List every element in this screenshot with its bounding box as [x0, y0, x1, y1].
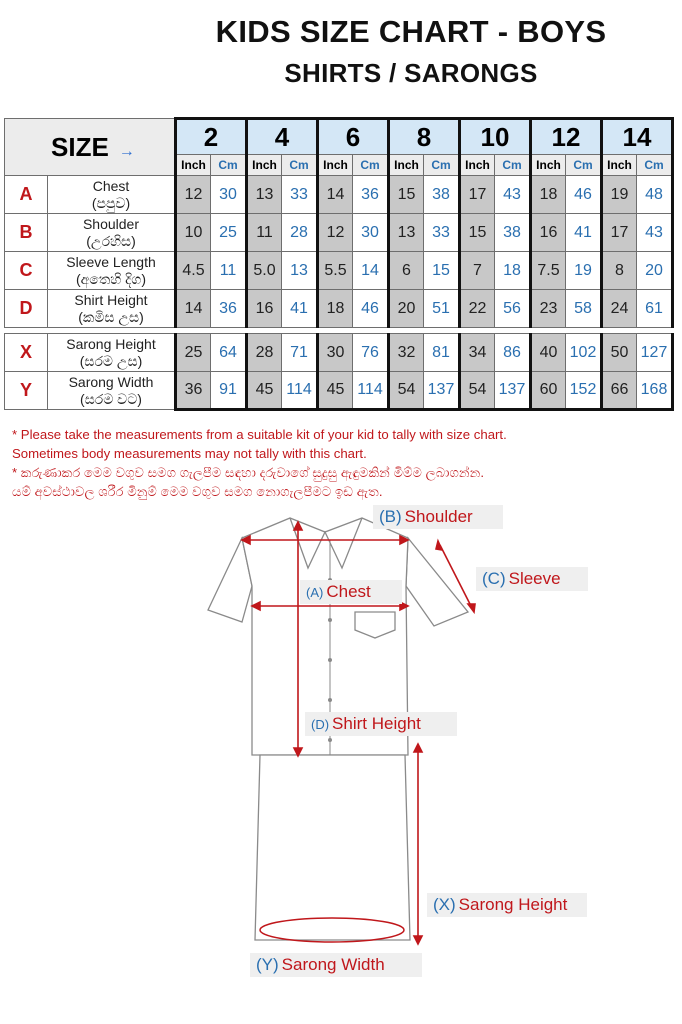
value-inch: 4.5 — [176, 252, 211, 290]
value-cm: 152 — [566, 372, 602, 410]
value-inch: 24 — [602, 290, 637, 328]
value-cm: 56 — [495, 290, 531, 328]
value-inch: 5.0 — [247, 252, 282, 290]
unit-inch: Inch — [531, 155, 566, 176]
value-cm: 38 — [424, 176, 460, 214]
value-inch: 60 — [531, 372, 566, 410]
value-inch: 6 — [389, 252, 424, 290]
page-subtitle: SHIRTS / SARONGS — [284, 58, 538, 88]
measurement-letter: Y — [5, 372, 48, 410]
value-cm: 28 — [282, 214, 318, 252]
value-cm: 137 — [424, 372, 460, 410]
value-inch: 19 — [602, 176, 637, 214]
label-sarong-width: (Y) Sarong Width — [250, 953, 422, 977]
measurement-name-si: (සරම වට) — [80, 390, 142, 407]
value-cm: 46 — [353, 290, 389, 328]
value-cm: 81 — [424, 334, 460, 372]
size-label: SIZE — [51, 131, 109, 162]
measurement-name-si: (කමිස උස) — [78, 308, 144, 325]
value-cm: 33 — [282, 176, 318, 214]
unit-cm: Cm — [424, 155, 460, 176]
value-cm: 168 — [637, 372, 673, 410]
measurement-name-en: Sarong Width — [68, 373, 154, 390]
size-corner-cell — [5, 119, 176, 176]
value-inch: 12 — [318, 214, 353, 252]
measurement-name-en: Shoulder — [82, 215, 140, 232]
measurement-name — [48, 252, 176, 290]
value-cm: 36 — [353, 176, 389, 214]
value-cm: 64 — [211, 334, 247, 372]
measurement-row — [5, 252, 673, 290]
label-sleeve: (C) Sleeve — [476, 567, 588, 591]
value-inch: 10 — [176, 214, 211, 252]
value-cm: 43 — [637, 214, 673, 252]
label-sarong-height: (X) Sarong Height — [427, 893, 587, 917]
note-line-2: Sometimes body measurements may not tally with this chart. — [12, 446, 367, 461]
unit-inch: Inch — [247, 155, 282, 176]
value-cm: 76 — [353, 334, 389, 372]
value-cm: 15 — [424, 252, 460, 290]
value-cm: 36 — [211, 290, 247, 328]
measurement-letter: C — [5, 252, 48, 290]
value-cm: 13 — [282, 252, 318, 290]
value-cm: 11 — [211, 252, 247, 290]
value-inch: 18 — [531, 176, 566, 214]
unit-cm: Cm — [282, 155, 318, 176]
value-inch: 14 — [318, 176, 353, 214]
value-cm: 41 — [566, 214, 602, 252]
measurement-row — [5, 334, 673, 372]
measurement-row — [5, 372, 673, 410]
unit-cm: Cm — [211, 155, 247, 176]
value-cm: 127 — [637, 334, 673, 372]
sarong-body — [255, 755, 410, 940]
value-inch: 50 — [602, 334, 637, 372]
size-header-6: 6 — [318, 119, 389, 155]
value-inch: 16 — [247, 290, 282, 328]
value-cm: 91 — [211, 372, 247, 410]
value-inch: 8 — [602, 252, 637, 290]
value-inch: 66 — [602, 372, 637, 410]
value-inch: 32 — [389, 334, 424, 372]
measurement-name — [48, 214, 176, 252]
measurement-name-si: (උරහිස) — [86, 232, 136, 249]
value-inch: 5.5 — [318, 252, 353, 290]
value-inch: 25 — [176, 334, 211, 372]
size-header-14: 14 — [602, 119, 673, 155]
value-cm: 30 — [353, 214, 389, 252]
unit-cm: Cm — [637, 155, 673, 176]
value-inch: 14 — [176, 290, 211, 328]
value-inch: 45 — [318, 372, 353, 410]
value-cm: 19 — [566, 252, 602, 290]
value-inch: 20 — [389, 290, 424, 328]
measurement-letter: B — [5, 214, 48, 252]
measurement-name — [48, 372, 176, 410]
measurement-letter: X — [5, 334, 48, 372]
value-cm: 114 — [353, 372, 389, 410]
value-cm: 58 — [566, 290, 602, 328]
measurement-name — [48, 176, 176, 214]
value-cm: 114 — [282, 372, 318, 410]
page-title: KIDS SIZE CHART - BOYS — [215, 14, 607, 49]
note-line-4: යම් අවස්ථාවල ශරීර මිනුම් මෙම වගුව සමග නොගැලපීමට ඉඩ ඇත. — [12, 484, 383, 499]
size-header-8: 8 — [389, 119, 460, 155]
unit-cm: Cm — [566, 155, 602, 176]
unit-inch: Inch — [602, 155, 637, 176]
value-inch: 17 — [460, 176, 495, 214]
value-cm: 20 — [637, 252, 673, 290]
value-cm: 38 — [495, 214, 531, 252]
value-inch: 11 — [247, 214, 282, 252]
value-cm: 43 — [495, 176, 531, 214]
value-cm: 41 — [282, 290, 318, 328]
value-inch: 45 — [247, 372, 282, 410]
value-inch: 40 — [531, 334, 566, 372]
label-shoulder: (B) Shoulder — [373, 505, 503, 529]
measurement-row — [5, 290, 673, 328]
size-chart-table — [4, 117, 674, 411]
value-cm: 137 — [495, 372, 531, 410]
value-cm: 86 — [495, 334, 531, 372]
value-inch: 15 — [460, 214, 495, 252]
size-header-4: 4 — [247, 119, 318, 155]
value-cm: 102 — [566, 334, 602, 372]
unit-inch: Inch — [318, 155, 353, 176]
value-cm: 33 — [424, 214, 460, 252]
measurement-name — [48, 334, 176, 372]
note-line-3: * කරුණාකර මෙම වගුව සමග ගැලපීම සඳහා දරුවාගේ සුදුසු ඇඳුමකින් මිම්ම ලබාගන්න. — [12, 465, 485, 480]
measurement-letter: A — [5, 176, 48, 214]
measurement-name-en: Chest — [92, 177, 130, 194]
value-inch: 18 — [318, 290, 353, 328]
value-inch: 17 — [602, 214, 637, 252]
value-cm: 71 — [282, 334, 318, 372]
value-inch: 13 — [247, 176, 282, 214]
measurement-name-si: (සරම උස) — [79, 352, 143, 369]
measurement-name-en: Sarong Height — [66, 335, 156, 352]
value-cm: 25 — [211, 214, 247, 252]
measurement-name-si: (පපුව) — [91, 194, 131, 211]
value-inch: 54 — [460, 372, 495, 410]
value-cm: 18 — [495, 252, 531, 290]
value-inch: 13 — [389, 214, 424, 252]
measurement-row — [5, 214, 673, 252]
measurement-name-en: Sleeve Length — [66, 253, 156, 270]
value-inch: 16 — [531, 214, 566, 252]
measurement-notes — [12, 425, 672, 501]
value-inch: 36 — [176, 372, 211, 410]
value-cm: 48 — [637, 176, 673, 214]
value-cm: 14 — [353, 252, 389, 290]
size-header-10: 10 — [460, 119, 531, 155]
size-header-2: 2 — [176, 119, 247, 155]
value-inch: 7.5 — [531, 252, 566, 290]
measurement-letter: D — [5, 290, 48, 328]
measurement-name-en: Shirt Height — [74, 291, 148, 308]
size-header-12: 12 — [531, 119, 602, 155]
value-inch: 23 — [531, 290, 566, 328]
value-inch: 22 — [460, 290, 495, 328]
measurement-name-si: (අතෙහි දිග) — [76, 270, 146, 287]
unit-inch: Inch — [176, 155, 211, 176]
label-shirt-height: (D) Shirt Height — [305, 712, 457, 736]
value-inch: 34 — [460, 334, 495, 372]
unit-inch: Inch — [389, 155, 424, 176]
unit-cm: Cm — [495, 155, 531, 176]
value-inch: 7 — [460, 252, 495, 290]
value-inch: 54 — [389, 372, 424, 410]
value-cm: 51 — [424, 290, 460, 328]
label-chest: (A) Chest — [300, 580, 402, 604]
value-inch: 12 — [176, 176, 211, 214]
measurement-name — [48, 290, 176, 328]
value-cm: 46 — [566, 176, 602, 214]
value-inch: 15 — [389, 176, 424, 214]
value-inch: 28 — [247, 334, 282, 372]
value-cm: 30 — [211, 176, 247, 214]
size-header-row — [5, 119, 673, 155]
arrow-right-icon: → — [118, 142, 135, 160]
value-inch: 30 — [318, 334, 353, 372]
unit-inch: Inch — [460, 155, 495, 176]
note-line-1: * Please take the measurements from a suitable kit of your kid to tally with size chart. — [12, 427, 507, 442]
measurement-row — [5, 176, 673, 214]
value-cm: 61 — [637, 290, 673, 328]
unit-cm: Cm — [353, 155, 389, 176]
